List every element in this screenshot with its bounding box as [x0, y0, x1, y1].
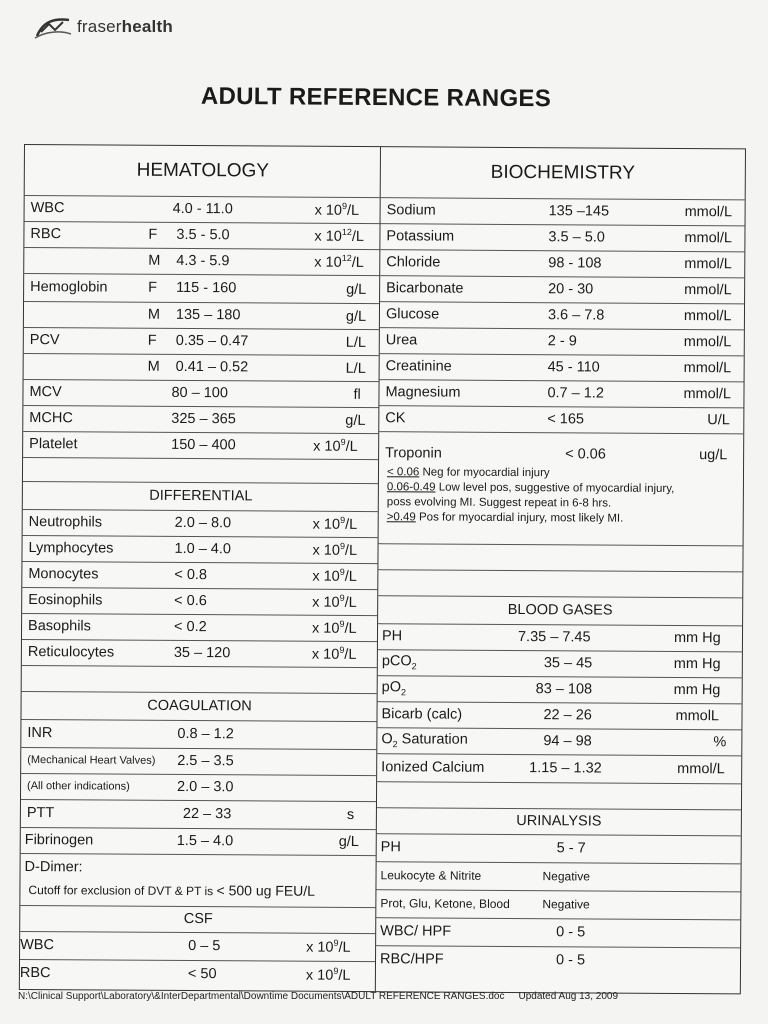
- urinalysis-row: PH 5 - 7: [377, 833, 741, 864]
- biochemistry-row: Glucose 3.6 – 7.8 mmol/L: [380, 301, 744, 330]
- biochemistry-row: Urea 2 - 9 mmol/L: [380, 327, 744, 356]
- urinalysis-row: Leukocyte & Nitrite Negative: [376, 861, 740, 892]
- unit: x $10^{12}/L$: [314, 253, 364, 271]
- left-column: [19, 144, 382, 992]
- unit: g/L: [346, 281, 367, 298]
- hematology-row: M 0.41 – 0.52 L/L: [24, 353, 380, 382]
- ionized-calcium-row: Ionized Calcium 1.15 – 1.32 mmol/L: [377, 753, 741, 784]
- ddimer-row: D-Dimer: Cutoff for exclusion of DVT & PT is < 500 ug FEU/L: [20, 853, 376, 908]
- swoosh-logo-icon: [33, 12, 73, 42]
- ptt-row: PTT 22 – 33 s: [21, 799, 377, 830]
- urinalysis-row: WBC/ HPF 0 - 5: [376, 917, 740, 948]
- hematology-row: MCV 80 – 100 fl: [23, 379, 379, 408]
- unit: L/L: [345, 334, 367, 351]
- differential-row: Eosinophils < 0.6 x $10^9/L$: [22, 587, 378, 616]
- inr-row: INR 0.8 – 1.2: [21, 719, 377, 750]
- biochemistry-row: Creatinine 45 - 110 mmol/L: [380, 353, 744, 382]
- unit: x $10^9/L$: [306, 937, 351, 956]
- hematology-row: Hemoglobin F 115 - 160 g/L: [24, 273, 380, 304]
- biochemistry-header: BIOCHEMISTRY: [381, 147, 745, 200]
- hematology-header: HEMATOLOGY: [25, 145, 381, 198]
- other-indications-row: (All other indications) 2.0 – 3.0: [21, 773, 377, 802]
- urinalysis-row: RBC/HPF 0 - 5: [379, 951, 586, 969]
- coagulation-header: COAGULATION: [21, 691, 377, 722]
- csf-header: CSF: [20, 905, 376, 934]
- biochemistry-row: Bicarbonate 20 - 30 mmol/L: [380, 275, 744, 304]
- logo-text: fraserhealth: [77, 17, 173, 36]
- hematology-row: WBC 4.0 - 11.0 x $10^9/L$: [25, 195, 381, 224]
- differential-header: DIFFERENTIAL: [23, 481, 379, 512]
- unit: x $10^{12}/L$: [314, 227, 365, 245]
- csf-row: RBC < 50 x $10^9/L$: [19, 964, 351, 984]
- urinalysis-header: URINALYSIS: [377, 807, 741, 836]
- unit: x $10^9/L$: [312, 567, 357, 585]
- footer: [18, 991, 618, 1002]
- bg-ph-row: PH 7.35 – 7.45 mm Hg: [378, 623, 742, 652]
- file-path: N:\Clinical Support\Laboratory\&InterDepartmental\Downtime Documents\ADULT REFERENCE RANGES.doc: [18, 991, 505, 1002]
- biochemistry-row: Potassium 3.5 – 5.0 mmol/L: [380, 223, 744, 252]
- hematology-row: Platelet 150 – 400 x $10^9/L$: [23, 431, 379, 460]
- unit: fl: [353, 386, 361, 403]
- urinalysis-row: Prot, Glu, Ketone, Blood Negative: [376, 889, 740, 920]
- blank-row: [377, 781, 741, 810]
- biochemistry-row: Sodium 135 –145 mmol/L: [381, 197, 745, 226]
- blank-row: [378, 543, 742, 572]
- differential-row: Neutrophils 2.0 – 8.0 x $10^9/L$: [23, 509, 379, 538]
- unit: x $10^9/L$: [312, 515, 358, 533]
- blank-row: [23, 457, 379, 484]
- blood-gases-header: BLOOD GASES: [378, 595, 742, 626]
- differential-row: Monocytes < 0.8 x $10^9/L$: [22, 561, 378, 590]
- unit: x $10^9/L$: [311, 619, 357, 637]
- unit: x $10^9/L$: [314, 201, 360, 219]
- unit: g/L: [345, 412, 366, 429]
- pco2-row: pCO$_2$ 35 – 45 mm Hg: [378, 649, 742, 678]
- differential-row: Lymphocytes 1.0 – 4.0 x $10^9/L$: [22, 535, 378, 564]
- mechanical-valves-row: (Mechanical Heart Valves) 2.5 – 3.5: [21, 747, 377, 776]
- unit: g/L: [345, 308, 367, 325]
- bicarb-calc-row: Bicarb (calc) 22 – 26 mmolL: [377, 701, 741, 730]
- differential-row: Basophils < 0.2 x $10^9/L$: [22, 613, 378, 642]
- hematology-row: RBC F 3.5 - 5.0 x $10^{12}/L$: [24, 221, 380, 250]
- blank-row: [22, 665, 378, 694]
- unit: x $10^9/L$: [305, 965, 351, 984]
- fraserhealth-logo: [33, 12, 173, 42]
- unit: x $10^9/L$: [313, 437, 358, 455]
- page-title: ADULT REFERENCE RANGES: [200, 82, 552, 113]
- hematology-row: M 4.3 - 5.9 x $10^{12}/L$: [24, 247, 380, 276]
- hematology-row: PCV F 0.35 – 0.47 L/L: [24, 327, 380, 356]
- blank-row: [378, 569, 742, 598]
- biochemistry-row: Magnesium 0.7 – 1.2 mmol/L: [379, 379, 743, 408]
- updated-date: Updated Aug 13, 2009: [518, 991, 619, 1002]
- hematology-row: M 135 – 180 g/L: [24, 301, 380, 330]
- fibrinogen-row: Fibrinogen 1.5 – 4.0 g/L: [21, 827, 377, 856]
- unit: x $10^9/L$: [312, 593, 357, 611]
- csf-row: WBC 0 – 5 x $10^9/L$: [20, 931, 376, 962]
- unit: x $10^9/L$: [312, 541, 358, 559]
- unit: x $10^9/L$: [311, 645, 357, 663]
- po2-row: $pO_2$ 83 – 108 mm Hg: [378, 675, 742, 704]
- reference-table: [19, 144, 748, 994]
- hematology-row: MCHC 325 – 365 g/L: [23, 405, 379, 434]
- right-column: [375, 146, 746, 994]
- unit: L/L: [345, 360, 366, 377]
- differential-row: Reticulocytes 35 – 120 x $10^9/L$: [22, 639, 378, 668]
- biochemistry-row: Chloride 98 - 108 mmol/L: [380, 249, 744, 278]
- troponin-row: Troponin < 0.06 ug/L < 0.06 Neg for myocardial injury 0.06-0.49 Low level pos, suggestive of myocardial injury, poss evolving MI. Suggest repeat in 6-8 hrs. >0.49 Pos for myocardial injury, most likely MI.: [379, 435, 744, 546]
- o2-saturation-row: $O_2$ Saturation 94 – 98 %: [377, 727, 741, 756]
- biochemistry-row: CK < 165 U/L: [379, 405, 743, 434]
